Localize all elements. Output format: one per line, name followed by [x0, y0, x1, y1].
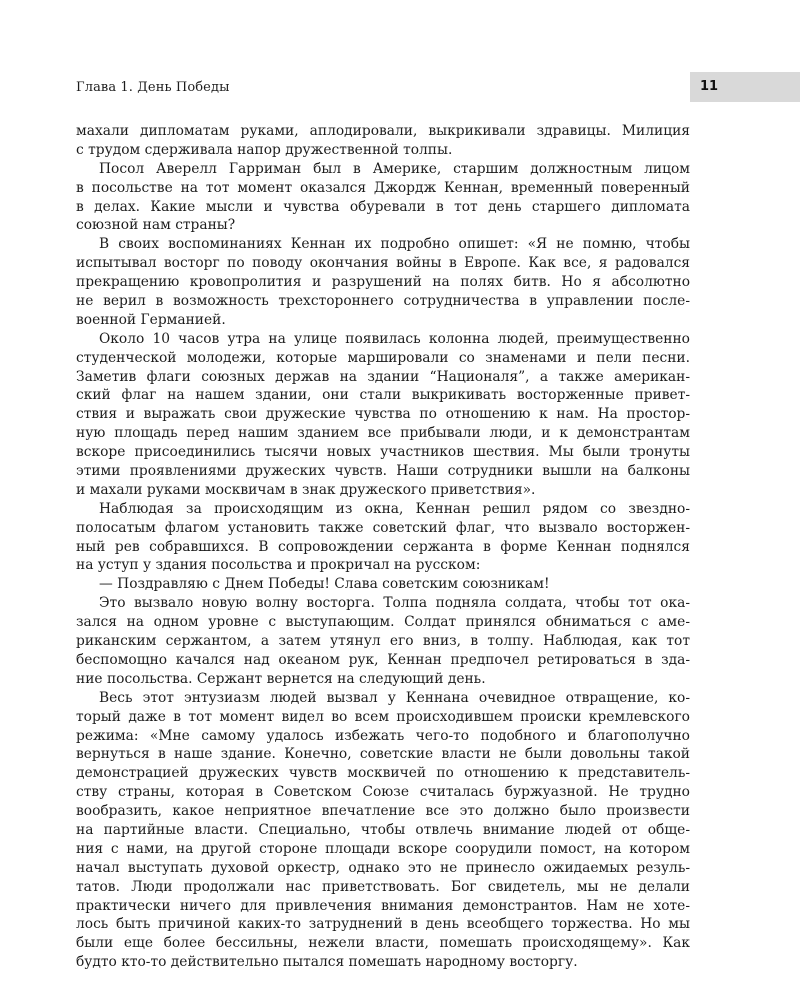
text-line: ный рев собравшихся. В сопровождении сержанта в форме Кеннан поднялся — [76, 538, 690, 555]
text-line: зался на одном уровне с выступающим. Солдат принялся обниматься с аме- — [76, 614, 690, 631]
text-line: ние посольства. Сержант вернется на следующий день. — [76, 670, 486, 687]
text-line: студенческой молодежи, которые маршировали со знаменами и пели песни. — [76, 349, 690, 366]
text-line: татов. Люди продолжали нас приветствовать. Бог свидетель, мы не делали — [76, 878, 690, 895]
text-line: Наблюдая за происходящим из окна, Кеннан решил рядом со звездно- — [99, 500, 690, 517]
text-line: беспомощно качался над океаном рук, Кеннан предпочел ретироваться в зда- — [76, 651, 690, 668]
text-line: были еще более бессильны, нежели власти, помешать происходящему». Как — [76, 935, 690, 952]
page-number-tab — [690, 72, 800, 102]
text-line: полосатым флагом установить также советский флаг, что вызвало восторжен- — [76, 519, 690, 536]
text-line: Около 10 часов утра на улице появилась колонна людей, преимущественно — [99, 330, 690, 347]
running-head: Глава 1. День Победы — [76, 80, 230, 95]
text-line: на уступ у здания посольства и прокричал на русском: — [76, 557, 481, 574]
text-line: Посол Аверелл Гарриман был в Америке, старшим должностным лицом — [99, 160, 690, 177]
text-line: В своих воспоминаниях Кеннан их подробно опишет: «Я не помню, чтобы — [99, 236, 690, 253]
text-line: вскоре присоединились тысячи новых участников шествия. Мы были тронуты — [76, 444, 690, 461]
text-line: ский флаг на нашем здании, они стали выкрикивать восторженные привет- — [76, 387, 690, 404]
text-line: ству страны, которая в Советском Союзе считалась буржуазной. Не трудно — [76, 784, 690, 801]
text-line: с трудом сдерживала напор дружественной толпы. — [76, 141, 453, 158]
page-number: 11 — [700, 79, 719, 94]
text-line: и махали руками москвичам в знак дружеского приветствия». — [76, 481, 536, 498]
text-line: в делах. Какие мысли и чувства обуревали в тот день старшего дипломата — [76, 198, 690, 215]
text-line: Это вызвало новую волну восторга. Толпа подняла солдата, чтобы тот ока- — [99, 595, 690, 612]
text-line: демонстрацией дружеских чувств москвичей по отношению к представитель- — [76, 765, 690, 782]
text-line: Заметив флаги союзных держав на здании “Националя”, а также американ- — [76, 368, 690, 385]
text-line: торый даже в тот момент видел во всем происходившем происки кремлевского — [76, 708, 690, 725]
text-line: союзной нам страны? — [76, 217, 236, 234]
text-line: военной Германией. — [76, 311, 226, 328]
text-line: ствия и выражать свои дружеские чувства по отношению к нам. На простор- — [76, 406, 690, 423]
text-line: практически ничего для привлечения внимания демонстрантов. Нам не хоте- — [76, 897, 690, 914]
text-line: испытывал восторг по поводу окончания войны в Европе. Как все, я радовался — [76, 255, 690, 272]
text-line: ную площадь перед нашим зданием все прибывали люди, и к демонстрантам — [76, 425, 690, 442]
text-line: махали дипломатам руками, аплодировали, выкрикивали здравицы. Милиция — [76, 123, 690, 139]
text-line: не верил в возможность трехстороннего сотрудничества в управлении после- — [76, 293, 690, 310]
text-line: будто кто-то действительно пытался помешать народному восторгу. — [76, 954, 578, 971]
text-line: вернуться в наше здание. Конечно, советские власти не были довольны такой — [76, 746, 690, 763]
text-line: прекращению кровопролития и разрушений на полях битв. Но я абсолютно — [76, 274, 690, 291]
text-line: риканским сержантом, а затем утянул его вниз, в толпу. Наблюдая, как тот — [76, 633, 690, 650]
text-line: Весь этот энтузиазм людей вызвал у Кеннана очевидное отвращение, ко- — [99, 689, 690, 706]
text-line: на партийные власти. Специально, чтобы отвлечь внимание людей от обще- — [76, 821, 690, 838]
body-text — [76, 122, 690, 972]
text-line: в посольстве на тот момент оказался Джордж Кеннан, временный поверенный — [76, 179, 690, 196]
text-line: ния с нами, на другой стороне площади вскоре соорудили помост, на котором — [76, 840, 690, 857]
text-line: — Поздравляю с Днем Победы! Слава советским союзникам! — [99, 576, 550, 593]
text-line: лось быть причиной каких-то затруднений в день всеобщего торжества. Но мы — [76, 916, 690, 933]
text-line: начал выступать духовой оркестр, однако это не принесло ожидаемых резуль- — [76, 859, 690, 876]
text-line: вообразить, какое неприятное впечатление все это должно было произвести — [76, 803, 690, 820]
text-line: этими проявлениями дружеских чувств. Наши сотрудники вышли на балконы — [76, 463, 690, 480]
text-line: режима: «Мне самому удалось избежать чего-то подобного и благополучно — [76, 727, 690, 744]
